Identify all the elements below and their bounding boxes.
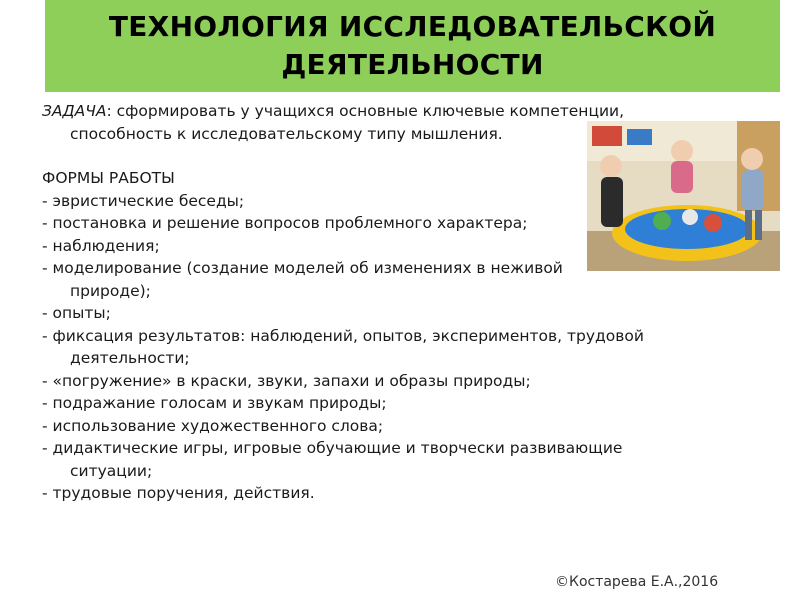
title-line-2: ДЕЯТЕЛЬНОСТИ: [281, 48, 544, 81]
form-item: - наблюдения;: [42, 236, 160, 255]
form-item-continuation: ситуации;: [70, 461, 153, 480]
form-item: - дидактические игры, игровые обучающие и творчески развивающие: [42, 439, 623, 457]
form-item-continuation: деятельности;: [70, 349, 190, 367]
copyright-footer: ©Костарева Е.А.,2016: [555, 574, 719, 590]
form-item: - подражание голосам и звукам природы;: [42, 394, 387, 412]
task-label: ЗАДАЧА: [42, 102, 107, 120]
form-item: - постановка и решение вопросов проблемного характера;: [42, 214, 528, 232]
form-item: - эвристические беседы;: [42, 191, 245, 210]
title-banner: [45, 0, 780, 92]
task-line-1: [42, 100, 762, 123]
form-item: - фиксация результатов: наблюдений, опытов, экспериментов, трудовой: [42, 326, 644, 345]
form-item: - «погружение» в краски, звуки, запахи и образы природы;: [42, 371, 531, 390]
children-experiment-photo: [587, 121, 780, 271]
form-item-continuation: природе);: [70, 281, 151, 300]
forms-heading: ФОРМЫ РАБОТЫ: [42, 169, 175, 187]
form-item: - трудовые поручения, действия.: [42, 484, 315, 502]
form-item: - использование художественного слова;: [42, 416, 384, 435]
title-line-1: ТЕХНОЛОГИЯ ИССЛЕДОВАТЕЛЬСКОЙ: [108, 10, 717, 43]
form-item: - моделирование (создание моделей об изменениях в неживой: [42, 259, 563, 277]
form-item: - опыты;: [42, 304, 111, 322]
task-text-1: : сформировать у учащихся основные ключевые компетенции,: [106, 102, 625, 120]
task-line-2: способность к исследовательскому типу мышления.: [70, 124, 503, 143]
